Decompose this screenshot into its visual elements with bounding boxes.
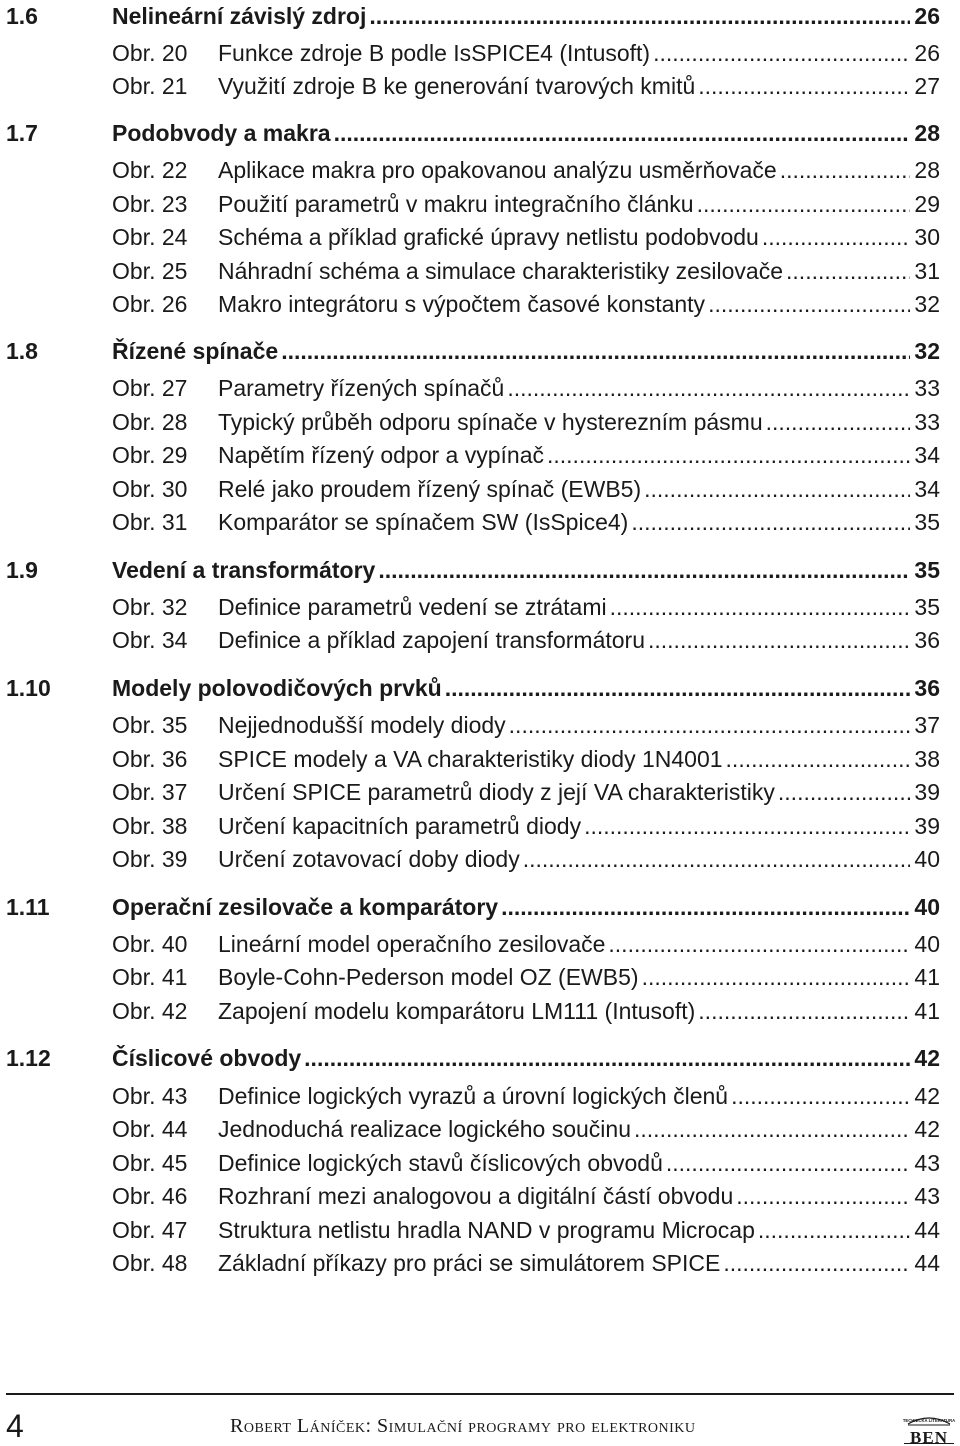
dot-leader [369,0,910,33]
section-number: 1.12 [6,1045,51,1071]
figure-title: Náhradní schéma a simulace charakteristiky zesilovače [218,258,784,284]
figure-title: Základní příkazy pro práci se simulátorem SPICE [218,1250,721,1276]
page-number: 31 [914,258,940,284]
toc-entry[interactable] [0,1180,960,1213]
figure-label: Obr. 29 [112,442,188,468]
toc-entry[interactable] [0,406,960,439]
toc-entry[interactable] [0,776,960,809]
toc-section-heading[interactable] [0,891,960,924]
toc-entry[interactable] [0,37,960,70]
toc-entry[interactable] [0,591,960,624]
page-number: 39 [914,813,940,839]
figure-label: Obr. 27 [112,375,188,401]
figure-label: Obr. 23 [112,191,188,217]
page-number: 42 [914,1083,940,1109]
section-number: 1.6 [6,3,38,29]
figure-label: Obr. 45 [112,1150,188,1176]
section-number: 1.7 [6,120,38,146]
dot-leader [281,335,910,368]
dot-leader [762,221,911,254]
dot-leader [653,37,910,70]
figure-title: Komparátor se spínačem SW (IsSpice4) [218,509,629,535]
dot-leader [501,891,910,924]
figure-label: Obr. 40 [112,931,188,957]
toc-section-heading[interactable] [0,117,960,150]
section-title: Řízené spínače [112,338,279,364]
dot-leader [698,70,910,103]
dot-leader [304,1042,910,1075]
figure-label: Obr. 20 [112,40,188,66]
toc-entry[interactable] [0,188,960,221]
dot-leader [666,1147,911,1180]
dot-leader [780,154,911,187]
figure-title: Jednoduchá realizace logického součinu [218,1116,632,1142]
figure-label: Obr. 47 [112,1217,188,1243]
page-number: 33 [914,409,940,435]
toc-entry[interactable] [0,221,960,254]
page-number: 38 [914,746,940,772]
figure-label: Obr. 24 [112,224,188,250]
figure-label: Obr. 34 [112,627,188,653]
figure-title: Definice logických vyrazů a úrovní logických členů [218,1083,729,1109]
figure-label: Obr. 44 [112,1116,188,1142]
page-number: 26 [914,40,940,66]
page-number: 44 [914,1217,940,1243]
dot-leader [726,743,911,776]
section-title: Operační zesilovače a komparátory [112,894,499,920]
dot-leader [523,843,911,876]
toc-entry[interactable] [0,995,960,1028]
toc-entry[interactable] [0,1113,960,1146]
figure-label: Obr. 48 [112,1250,188,1276]
page-number: 28 [914,157,940,183]
dot-leader [786,255,910,288]
toc-entry[interactable] [0,255,960,288]
ben-logo-icon [900,1410,958,1446]
figure-title: Určení kapacitních parametrů diody [218,813,582,839]
toc-entry[interactable] [0,372,960,405]
figure-label: Obr. 41 [112,964,188,990]
section-number: 1.10 [6,675,51,701]
page-number: 36 [914,675,940,701]
page-number: 37 [914,712,940,738]
toc-entry[interactable] [0,70,960,103]
dot-leader [334,117,911,150]
page-number: 32 [914,338,940,364]
page-number: 35 [914,594,940,620]
toc-entry[interactable] [0,743,960,776]
dot-leader [631,506,910,539]
dot-leader [648,624,910,657]
dot-leader [778,776,911,809]
figure-title: Lineární model operačního zesilovače [218,931,606,957]
figure-title: Boyle-Cohn-Pederson model OZ (EWB5) [218,964,639,990]
page-number: 43 [914,1150,940,1176]
figure-title: Nejjednodušší modely diody [218,712,506,738]
page-number: 40 [914,846,940,872]
page-number: 40 [914,894,940,920]
toc-entry[interactable] [0,1214,960,1247]
figure-label: Obr. 31 [112,509,188,535]
figure-title: Struktura netlistu hradla NAND v programu Microcap [218,1217,755,1243]
page-number: 28 [914,120,940,146]
page-number: 44 [914,1250,940,1276]
toc-entry[interactable] [0,928,960,961]
page-number: 33 [914,375,940,401]
page-number: 35 [914,509,940,535]
page-number: 42 [914,1116,940,1142]
dot-leader [644,473,910,506]
page-number: 36 [914,627,940,653]
figure-label: Obr. 39 [112,846,188,872]
toc-entry[interactable] [0,439,960,472]
toc-entry[interactable] [0,810,960,843]
section-title: Modely polovodičových prvků [112,675,442,701]
page-number: 39 [914,779,940,805]
page-number: 42 [914,1045,940,1071]
dot-leader [507,372,910,405]
section-number: 1.11 [6,894,50,920]
section-number: 1.9 [6,557,38,583]
figure-title: Zapojení modelu komparátoru LM111 (Intusoft) [218,998,696,1024]
figure-label: Obr. 30 [112,476,188,502]
page-number: 41 [914,964,940,990]
dot-leader [608,928,910,961]
toc-entry[interactable] [0,843,960,876]
page-number: 43 [914,1183,940,1209]
toc-section-heading[interactable] [0,672,960,705]
figure-title: Definice parametrů vedení se ztrátami [218,594,607,620]
figure-title: Rozhraní mezi analogovou a digitální částí obvodu [218,1183,734,1209]
dot-leader [731,1080,910,1113]
figure-label: Obr. 21 [112,73,188,99]
figure-title: Určení SPICE parametrů diody z její VA charakteristiky [218,779,775,805]
figure-title: Parametry řízených spínačů [218,375,505,401]
page-number: 27 [914,73,940,99]
toc-entry[interactable] [0,288,960,321]
figure-label: Obr. 26 [112,291,188,317]
figure-title: Využití zdroje B ke generování tvarových kmitů [218,73,696,99]
toc-section-heading[interactable] [0,0,960,33]
figure-title: Napětím řízený odpor a vypínač [218,442,544,468]
figure-label: Obr. 25 [112,258,188,284]
figure-label: Obr. 22 [112,157,188,183]
toc-entry[interactable] [0,1147,960,1180]
section-title: Nelineární závislý zdroj [112,3,367,29]
toc-entry[interactable] [0,506,960,539]
page-number: 34 [914,476,940,502]
page-number: 30 [914,224,940,250]
figure-label: Obr. 42 [112,998,188,1024]
dot-leader [698,995,910,1028]
figure-label: Obr. 36 [112,746,188,772]
figure-title: Funkce zdroje B podle IsSPICE4 (Intusoft) [218,40,651,66]
figure-title: Makro integrátoru s výpočtem časové konstanty [218,291,706,317]
dot-leader [736,1180,910,1213]
dot-leader [642,961,911,994]
page-number: 34 [914,442,940,468]
toc-entry[interactable] [0,1080,960,1113]
page-number: 40 [914,931,940,957]
figure-label: Obr. 35 [112,712,188,738]
dot-leader [634,1113,910,1146]
logo-top-text: TECHNICKÁ LITERATURA [902,1418,956,1423]
figure-title: Použití parametrů v makru integračního článku [218,191,694,217]
figure-title: Aplikace makra pro opakovanou analýzu usměrňovače [218,157,777,183]
footer-book-title: Robert Láníček: Simulační programy pro elektroniku [230,1415,696,1437]
section-title: Podobvody a makra [112,120,331,146]
dot-leader [766,406,911,439]
figure-label: Obr. 43 [112,1083,188,1109]
dot-leader [610,591,911,624]
section-title: Číslicové obvody [112,1045,302,1071]
dot-leader [509,709,911,742]
dot-leader [758,1214,911,1247]
figure-label: Obr. 38 [112,813,188,839]
dot-leader [697,188,911,221]
toc-entry[interactable] [0,961,960,994]
figure-title: SPICE modely a VA charakteristiky diody 1N4001 [218,746,723,772]
figure-title: Relé jako proudem řízený spínač (EWB5) [218,476,642,502]
toc-entry[interactable] [0,473,960,506]
dot-leader [378,554,910,587]
figure-title: Určení zotavovací doby diody [218,846,520,872]
page-number: 26 [914,3,940,29]
footer-page-number: 4 [6,1408,24,1444]
section-number: 1.8 [6,338,38,364]
footer-rule [6,1393,954,1395]
page-number: 29 [914,191,940,217]
figure-label: Obr. 37 [112,779,188,805]
figure-title: Typický průběh odporu spínače v hysterezním pásmu [218,409,763,435]
toc-entry[interactable] [0,709,960,742]
section-title: Vedení a transformátory [112,557,376,583]
dot-leader [708,288,910,321]
toc-section-heading[interactable] [0,335,960,368]
page-number: 32 [914,291,940,317]
toc-section-heading[interactable] [0,1042,960,1075]
toc-entry[interactable] [0,154,960,187]
figure-title: Schéma a příklad grafické úpravy netlistu podobvodu [218,224,759,250]
figure-label: Obr. 28 [112,409,188,435]
figure-title: Definice a příklad zapojení transformátoru [218,627,645,653]
logo-text: BEN [910,1428,948,1446]
dot-leader [584,810,910,843]
figure-title: Definice logických stavů číslicových obvodů [218,1150,663,1176]
toc-entry[interactable] [0,624,960,657]
dot-leader [723,1247,910,1280]
toc-entry[interactable] [0,1247,960,1280]
dot-leader [547,439,910,472]
figure-label: Obr. 32 [112,594,188,620]
figure-label: Obr. 46 [112,1183,188,1209]
page-number: 35 [914,557,940,583]
dot-leader [445,672,911,705]
toc-section-heading[interactable] [0,554,960,587]
page-number: 41 [914,998,940,1024]
